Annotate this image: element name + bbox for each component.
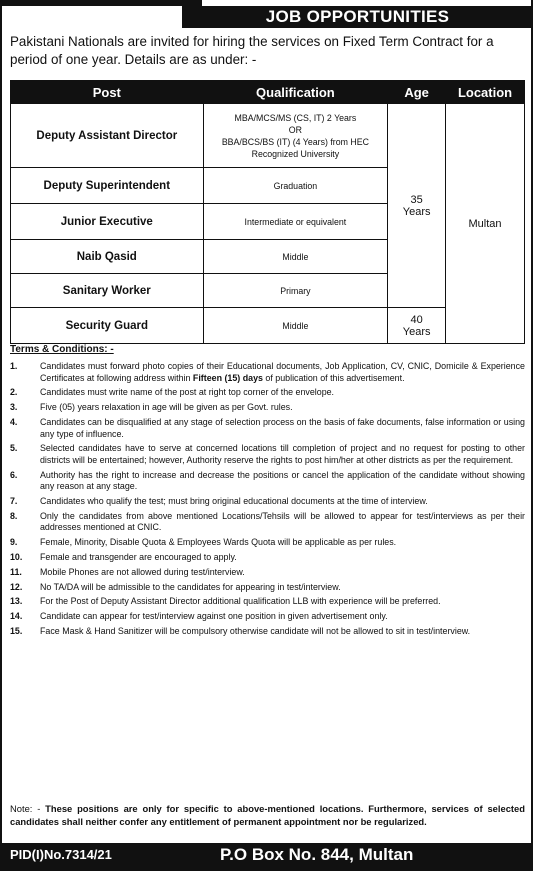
post-cell: Security Guard: [11, 308, 204, 344]
qualification-cell: Middle: [203, 240, 388, 274]
term-number: 3.: [10, 402, 18, 413]
note-text: These positions are only for specific to above-mentioned locations. Furthermore, services of selected candidates shall neither confer any entitlement of permanent appointment nor be regularized.: [10, 803, 525, 827]
term-text: Candidate can appear for test/interview against one position in given advertisement only.: [40, 611, 388, 622]
term-text: Face Mask & Hand Sanitizer will be compulsory otherwise candidate will not be allowed to sit in test/interview.: [40, 625, 471, 636]
term-text: No TA/DA will be admissible to the candidates for appearing in test/interview.: [40, 581, 341, 592]
term-text: Female, Minority, Disable Quota & Employees Wards Quota will be applicable as per rules.: [40, 537, 397, 548]
term-text: Candidates who qualify the test; must bring original educational documents at the time of interview.: [40, 496, 428, 507]
term-text: Candidates must write name of the post at right top corner of the envelope.: [40, 387, 335, 398]
list-item: [10, 511, 525, 534]
terms-list: [10, 361, 525, 638]
list-item: [10, 361, 525, 384]
list-item: [10, 387, 525, 399]
note-label: Note: -: [10, 803, 46, 814]
qualification-line: MBA/MCS/MS (CS, IT) 2 Years: [234, 112, 357, 123]
terms-title: Terms & Conditions: -: [10, 344, 114, 355]
term-number: 15.: [10, 625, 23, 636]
post-cell: Sanitary Worker: [11, 274, 204, 308]
term-text-emphasis: Fifteen (15) days: [192, 372, 263, 383]
age-cell: [388, 104, 446, 308]
page-title: JOB OPPORTUNITIES: [182, 6, 533, 28]
term-text: Authority has the right to increase and decrease the positions or cancel the application of the candidate without showing any reason at any stage.: [40, 469, 525, 492]
jobs-table: [10, 80, 525, 344]
header-post: Post: [11, 81, 204, 104]
list-item: [10, 567, 525, 579]
post-cell: Deputy Superintendent: [11, 168, 204, 204]
top-strip: [2, 0, 202, 6]
term-number: 12.: [10, 581, 23, 592]
qualification-cell: Intermediate or equivalent: [203, 204, 388, 240]
intro-text: Pakistani Nationals are invited for hiring the services on Fixed Term Contract for a period of one year. Details are as under: -: [10, 34, 494, 67]
qualification-cell: [203, 104, 388, 168]
term-text: Mobile Phones are not allowed during test/interview.: [40, 566, 245, 577]
location-cell: Multan: [446, 104, 525, 344]
post-cell: Naib Qasid: [11, 240, 204, 274]
pid-number: PID(I)No.7314/21: [10, 847, 112, 862]
post-cell: Junior Executive: [11, 204, 204, 240]
qualification-cell: Graduation: [203, 168, 388, 204]
term-text-part: Candidates must forward photo copies of their Educational documents, Job Application, CV, CNIC, Domicile & Experience Certificates at following address within: [40, 361, 525, 383]
age-value: 35: [410, 193, 423, 206]
term-text: Female and transgender are encouraged to apply.: [40, 552, 237, 562]
term-number: 5.: [10, 443, 18, 454]
term-text: Selected candidates have to serve at concerned locations till completion of project and no request for posting to other districts will be entertained; however, Authority reserve the rights to post him/her at other districts as per the requirement.: [40, 443, 525, 465]
list-item: [10, 402, 525, 414]
table-header-row: [11, 81, 525, 104]
term-number: 7.: [10, 496, 18, 507]
qualification-line: OR: [288, 124, 302, 135]
qualification-cell: Middle: [203, 308, 388, 344]
term-text-part: of publication of this advertisement.: [262, 372, 405, 383]
term-number: 1.: [10, 361, 18, 371]
qualification-cell: Primary: [203, 274, 388, 308]
age-value: 40: [410, 313, 423, 326]
list-item: [10, 417, 525, 440]
age-unit: Years: [402, 325, 431, 338]
list-item: [10, 470, 525, 493]
term-number: 9.: [10, 537, 18, 548]
term-number: 4.: [10, 416, 18, 427]
term-text: [40, 361, 525, 384]
list-item: [10, 537, 525, 549]
term-text: Candidates can be disqualified at any stage of selection process on the basis of fake documents, false information or using any type of influence.: [40, 416, 525, 439]
header-qualification: Qualification: [203, 81, 388, 104]
post-cell: Deputy Assistant Director: [11, 104, 204, 168]
qualification-line: BBA/BCS/BS (IT) (4 Years) from HEC: [221, 136, 369, 147]
age-unit: Years: [402, 205, 431, 218]
term-number: 8.: [10, 510, 18, 521]
term-number: 6.: [10, 469, 18, 480]
table-row: [11, 104, 525, 168]
term-text: Only the candidates from above mentioned Locations/Tehsils will be allowed to appear for test/interviews as per their addresses mentioned at CNIC.: [40, 510, 525, 533]
term-number: 11.: [10, 566, 22, 577]
footer-bar: [2, 843, 531, 869]
list-item: [10, 496, 525, 508]
term-text: Five (05) years relaxation in age will be given as per Govt. rules.: [40, 402, 293, 413]
list-item: [10, 443, 525, 466]
list-item: [10, 582, 525, 594]
age-cell: [388, 308, 446, 344]
terms-section: [10, 344, 525, 641]
note: [10, 803, 525, 828]
term-text: For the Post of Deputy Assistant Director additional qualification LLB with experience will be preferred.: [40, 596, 441, 607]
list-item: [10, 552, 525, 564]
term-number: 14.: [10, 611, 23, 622]
qualification-line: Recognized University: [251, 148, 340, 159]
term-number: 2.: [10, 387, 18, 398]
list-item: [10, 611, 525, 623]
list-item: [10, 626, 525, 638]
list-item: [10, 596, 525, 608]
term-number: 10.: [10, 552, 23, 562]
po-box-address: P.O Box No. 844, Multan: [220, 845, 414, 864]
header-location: Location: [446, 81, 525, 104]
header-age: Age: [388, 81, 446, 104]
term-number: 13.: [10, 596, 23, 607]
